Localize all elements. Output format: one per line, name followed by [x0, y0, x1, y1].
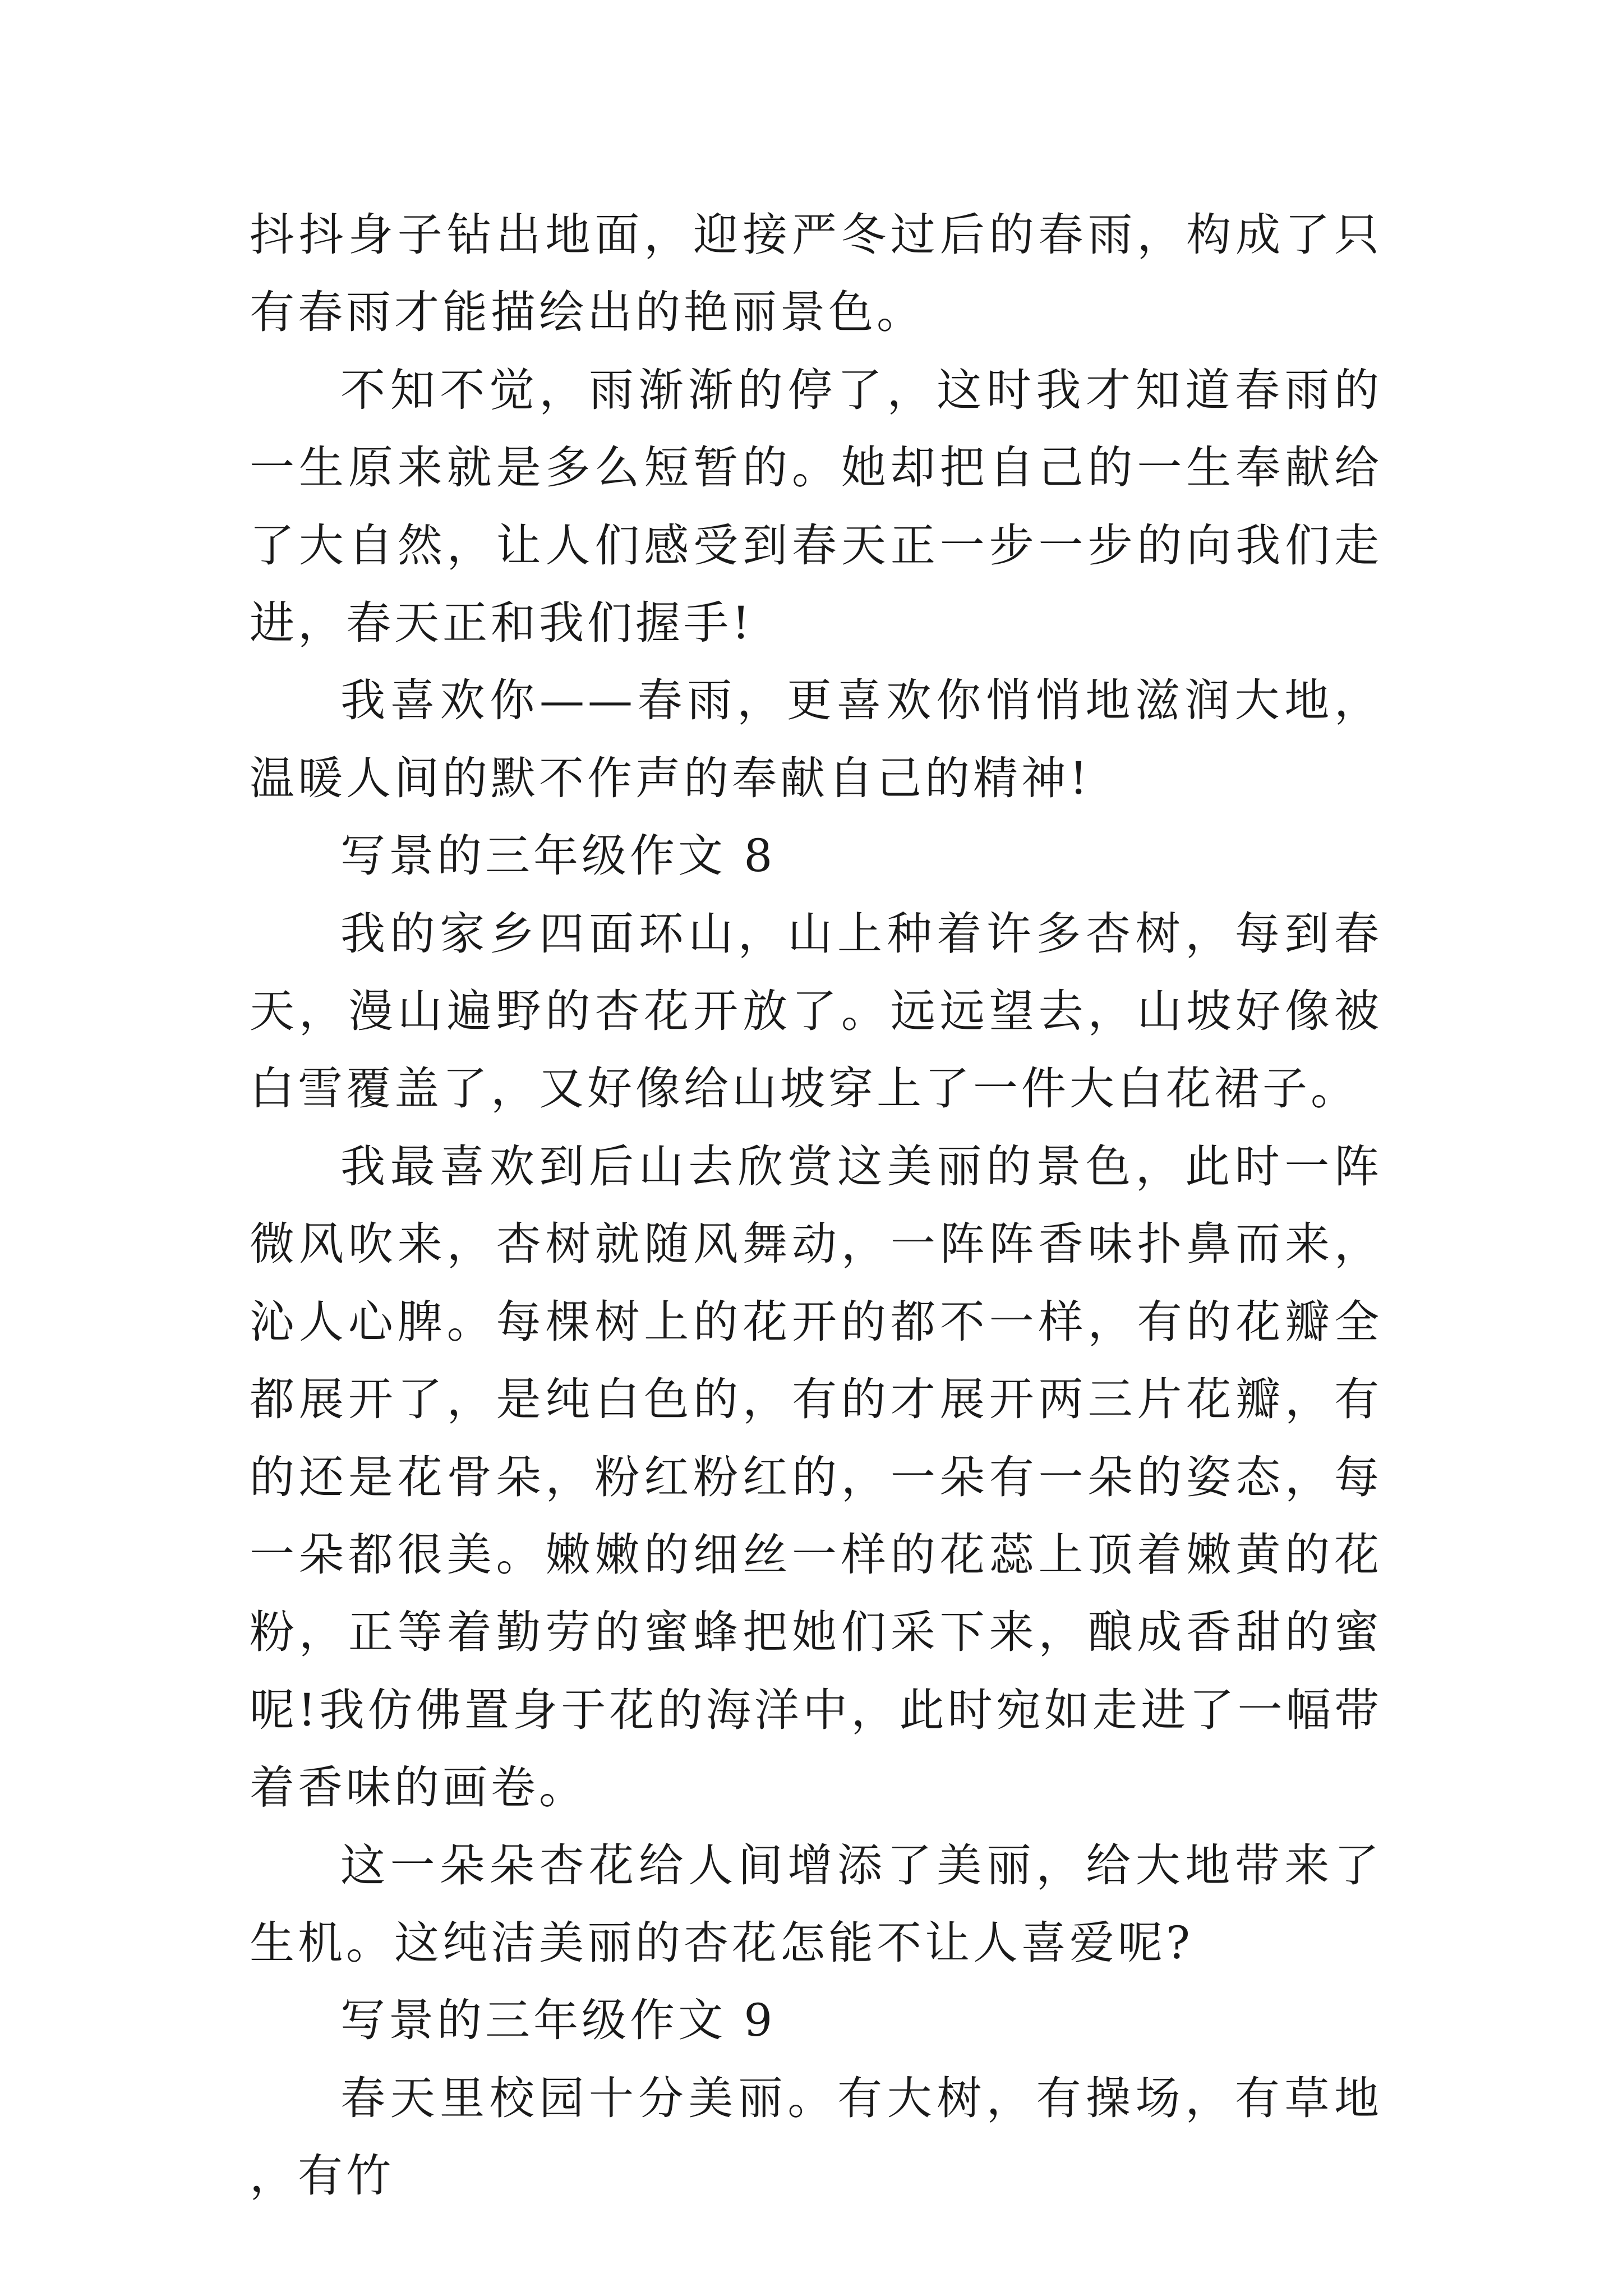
paragraph-continued: 抖抖身子钻出地面，迎接严冬过后的春雨，构成了只有春雨才能描绘出的艳丽景色。 [250, 209, 1382, 339]
paragraph: 我最喜欢到后山去欣赏这美丽的景色，此时一阵微风吹来，杏树就随风舞动，一阵阵香味扑鼻而来，沁人心脾。每棵树上的花开的都不一样，有的花瓣全都展开了，是纯白色的，有的才展开两三片花瓣，有的还是花骨朵，粉红粉红的，一朵有一朵的姿态，每一朵都很美。嫩嫩的细丝一样的花蕊上顶着嫩黄的花粉，正等着勤劳的蜜蜂把她们采下来，酿成香甜的蜜呢!我仿佛置身于花的海洋中，此时宛如走进了一幅带着香味的画卷。 [250, 1140, 1382, 1814]
section-heading: 写景的三年级作文 8 [340, 830, 776, 882]
paragraph: 不知不觉，雨渐渐的停了，这时我才知道春雨的一生原来就是多么短暂的。她却把自己的一生奉献给了大自然，让人们感受到春天正一步一步的向我们走进，春天正和我们握手! [250, 364, 1382, 650]
section-heading: 写景的三年级作文 9 [340, 1994, 776, 2047]
body-text [250, 196, 1382, 2215]
paragraph: 我的家乡四面环山，山上种着许多杏树，每到春天，漫山遍野的杏花开放了。远远望去，山坡好像被白雪覆盖了，又好像给山坡穿上了一件大白花裙子。 [250, 907, 1382, 1115]
paragraph: 春天里校园十分美丽。有大树，有操场，有草地，有竹 [250, 2072, 1382, 2202]
paragraph: 这一朵朵杏花给人间增添了美丽，给大地带来了生机。这纯洁美丽的杏花怎能不让人喜爱呢? [250, 1839, 1382, 1969]
paragraph: 我喜欢你——春雨，更喜欢你悄悄地滋润大地，温暖人间的默不作声的奉献自己的精神! [250, 674, 1382, 804]
